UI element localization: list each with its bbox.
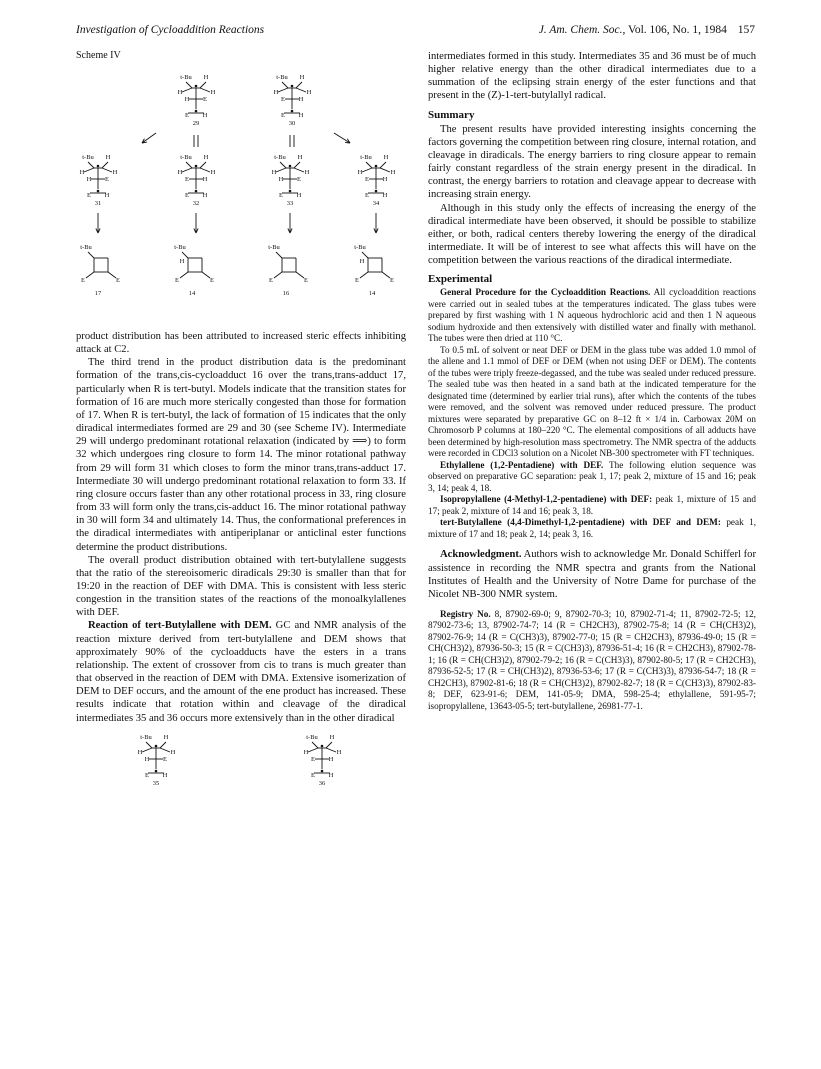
bond-line <box>186 162 192 168</box>
bond-line <box>282 82 288 88</box>
bond-line <box>86 272 94 278</box>
tbu-label: t-Bu <box>80 244 92 251</box>
registry-numbers <box>428 609 756 713</box>
e-label: E <box>175 277 179 284</box>
acknowledgment-title: Acknowledgment. <box>440 549 522 561</box>
e-label: E <box>185 192 189 199</box>
substituent-label: E <box>163 755 167 763</box>
substituent-label: E <box>203 96 207 103</box>
e-label: E <box>281 112 285 119</box>
h-label: H <box>210 89 216 96</box>
substituent-label: H <box>328 755 334 763</box>
bond-line <box>380 168 390 172</box>
h-label: H <box>359 258 365 265</box>
bond-line <box>276 168 286 172</box>
diradicals-35-36-figure <box>76 731 406 823</box>
radical-dot <box>97 190 100 193</box>
h-label: H <box>271 169 277 176</box>
compound-number: 31 <box>94 200 102 207</box>
bond-line <box>84 168 94 172</box>
bond-line <box>180 272 188 278</box>
paragraph-4 <box>76 619 406 724</box>
compound-number: 29 <box>192 120 200 127</box>
substituent-label: E <box>365 176 369 183</box>
bond-line <box>160 742 166 748</box>
isopropylallene-paragraph <box>428 494 756 517</box>
bond-line <box>142 748 152 752</box>
e-label: E <box>116 277 120 284</box>
bond-line <box>88 162 94 168</box>
h-label: H <box>382 192 388 199</box>
general-procedure-title: General Procedure for the Cycloaddition Reactions. <box>440 287 651 298</box>
bond-line <box>102 162 108 168</box>
bond-line <box>200 168 210 172</box>
h-label: H <box>303 748 309 756</box>
bond-line <box>296 82 302 88</box>
bond-line <box>276 252 282 258</box>
acknowledgment-text: Authors wish to acknowledge Mr. Donald Schifferl for assistence in recording the NMR spectra and grants from the National Institutes of Health and the University of Notre Dame for purchase of the Nicolet NB-300 NMR system. <box>428 549 756 600</box>
bond-line <box>326 748 336 752</box>
h-label: H <box>163 733 169 741</box>
h-label: H <box>137 748 143 756</box>
e-label: E <box>390 277 394 284</box>
scheme-iv-figure <box>76 63 406 321</box>
h-label: H <box>202 112 208 119</box>
h-label: H <box>162 771 168 779</box>
substituent-label: H <box>382 176 388 183</box>
substituent-label: H <box>86 176 92 183</box>
tbu-label: t-Bu <box>360 154 372 161</box>
summary-paragraph-2: Although in this study only the effects of increasing the energy of the diradical intermediate have been observed, it should be possible to stabilize either, or both, radical centers thereby lowering the energy of the diradical intermediate. It will be of interest to see what affects this will have on the competition between the various reactions of the diradical intermediate. <box>428 202 756 267</box>
bond-line <box>146 742 152 748</box>
compound-number: 14 <box>368 290 376 297</box>
e-label: E <box>81 277 85 284</box>
substituent-label: H <box>202 176 208 183</box>
compound-number: 33 <box>286 200 294 207</box>
bond-line <box>280 162 286 168</box>
bond-line <box>108 272 116 278</box>
reaction-arrow <box>334 133 350 143</box>
substituent-label: E <box>297 176 301 183</box>
radical-dot <box>291 85 294 88</box>
h-label: H <box>202 192 208 199</box>
h-label: H <box>112 169 118 176</box>
tbu-label: t-Bu <box>276 74 288 81</box>
tbu-label: t-Bu <box>140 733 152 741</box>
left-column <box>76 50 406 828</box>
e-label: E <box>210 277 214 284</box>
h-label: H <box>203 154 209 161</box>
bond-line <box>296 88 306 92</box>
bond-line <box>296 272 304 278</box>
substituent-label: H <box>184 96 190 103</box>
substituent-label: E <box>281 96 285 103</box>
bond-line <box>160 748 170 752</box>
general-procedure-text: All cycloaddition reactions were carried out in sealed tubes at the temperatures indicated. The glass tubes were prepared by first washing with 1 N aqueous hydrochloric acid and then 1 N aqueous sodium hydroxide and then extensively with distilled water and finally with methanol. The tubes were then dried at 110 °C. <box>428 287 756 344</box>
bond-line <box>312 742 318 748</box>
compound-number: 30 <box>288 120 296 127</box>
bond-line <box>182 168 192 172</box>
paragraph-3: The overall product distribution obtained with tert-butylallene suggests that the ratio of the stereoisomeric diradicals 29:30 is smaller than that for 19:20 in the reaction of DEF with DMA. This is consistent with less steric congestion in the transition states of the reactions of the monoalkylallenes with DEF. <box>76 554 406 619</box>
h-label: H <box>203 74 209 81</box>
radical-dot <box>97 165 100 168</box>
acknowledgment <box>428 548 756 601</box>
radical-dot <box>321 744 324 747</box>
radical-dot <box>195 110 198 113</box>
h-label: H <box>177 169 183 176</box>
substituent-label: E <box>185 176 189 183</box>
ethylallene-text: The following elution sequence was observed on preparative GC separation: peak 1, 17; peak 2, mixture of 15 and 16; peak 3, 14; peak 4, 18. <box>428 459 756 493</box>
h-label: H <box>297 154 303 161</box>
procedure-paragraph-2: To 0.5 mL of solvent or neat DEF or DEM in the glass tube was added 1.0 mmol of the allene and 1.1 mmol of DEF or DEM (when not using DEF or DEM). The contents of the tubes were triply freeze-degassed, and the tube was sealed under reduced pressure. The sealed tube was then heated in a sand bath at the indicated temperature for the designated time (determined by earlier trial runs), after which the contents of the tubes were removed, and the solvent was removed under reduced pressure. The product mixtures were separated by preparative GC on 8–12 ft × 1/4 in. Carbowax 20M on Chromosorb P columns at 180–220 °C. The elemental compositions of all adducts have been determined by high-resolution mass spectrometry. The NMR spectra of the adducts were recorded in CDCl3 solution on a Nicolet NB-300 spectrometer with FT techniques. <box>428 344 756 459</box>
radical-dot <box>375 190 378 193</box>
tbu-label: t-Bu <box>274 154 286 161</box>
h-label: H <box>390 169 396 176</box>
e-label: E <box>145 771 149 779</box>
h-label: H <box>328 771 334 779</box>
compound-number: 32 <box>192 200 200 207</box>
bond-line <box>294 168 304 172</box>
h-label: H <box>357 169 363 176</box>
e-label: E <box>311 771 315 779</box>
summary-heading: Summary <box>428 108 475 121</box>
bond-line <box>382 272 390 278</box>
bond-line <box>274 272 282 278</box>
h-label: H <box>383 154 389 161</box>
h-label: H <box>329 733 335 741</box>
bond-line <box>186 82 192 88</box>
summary-paragraph-1: The present results have provided interesting insights concerning the factors governing the competition between ring closure, internal rotation, and cleavage in diradicals. The energy barriers to ring closure appear to remain fairly constant regardless of the strain energy present in the diradical. In contrast, the energy barriers to rotation and cleavage appear to decrease with increasing strain energy. <box>428 123 757 201</box>
running-title: Investigation of Cycloaddition Reactions <box>76 24 265 36</box>
isopropylallene-title: Isopropylallene (4-Methyl-1,2-pentadiene) with DEF: <box>440 494 653 505</box>
substituent-label: H <box>144 755 150 763</box>
experimental-heading: Experimental <box>428 273 493 286</box>
h-label: H <box>299 74 305 81</box>
tbu-label: t-Bu <box>82 154 94 161</box>
ethylallene-title: Ethylallene (1,2-Pentadiene) with DEF. <box>440 459 604 470</box>
right-column <box>428 50 756 712</box>
bond-line <box>360 272 368 278</box>
bond-line <box>202 272 210 278</box>
h-label: H <box>273 89 279 96</box>
paragraph-2: The third trend in the product distribution data is the predominant formation of the trans,cis-cycloadduct 16 over the trans,trans-adduct 17, particularly when R is tert-butyl. Models indicate that the transition states for formation of 16 are much more sterically congested than those for formation of 17. When R is tert-butyl, the lack of formation of 15 indicates that the only diradical intermediates formed are 29 and 30 (see Scheme IV). Intermediate 29 will undergo predominant rotational relaxation (indicated by ⟹) to form 32 which undergoes ring closure to form 14. The minor rotational pathway from 29 will form 31 which closes to form the minor trans,trans-adduct 17. Intermediate 30 will undergo predominant rotational relaxation to form 33. If ring closure occurs faster than any other rotational process in 33, ring closure from 33 will form only the trans,cis-adduct 16. The minor rotational pathway in 30 will form 34 and ultimately 14. Thus, the conformational preferences in the diradical intermediates with antiperiplanar or anticlinal ester functions determine the product distributions. <box>76 357 406 553</box>
h-label: H <box>170 748 176 756</box>
radical-dot <box>291 110 294 113</box>
tbu-dem-heading: Reaction of tert-Butylallene with DEM. <box>88 620 272 632</box>
page-number: 157 <box>737 24 755 36</box>
bond-line <box>308 748 318 752</box>
journal-name: J. Am. Chem. Soc. <box>538 24 623 36</box>
bond-line <box>102 168 112 172</box>
compound-number: 36 <box>318 779 326 787</box>
isopropylallene-text: peak 1, mixture of 15 and 17; peak 2, mixture of 14 and 16; peak 3, 18. <box>428 494 756 516</box>
bond-line <box>294 162 300 168</box>
tbu-label: t-Bu <box>180 74 192 81</box>
compound-number: 35 <box>152 779 160 787</box>
tbutylallene-text: peak 1, mixture of 17 and 18; peak 2, 14; peak 3, 16. <box>428 517 756 539</box>
e-label: E <box>185 112 189 119</box>
paragraph-1: product distribution has been attributed to increased steric effects inhibiting attack at C2. <box>76 331 406 356</box>
e-label: E <box>355 277 359 284</box>
bond-line <box>88 252 94 258</box>
bond-line <box>380 162 386 168</box>
compound-number: 14 <box>188 290 196 297</box>
tbutylallene-title: tert-Butylallene (4,4-Dimethyl-1,2-pentadiene) with DEF and DEM: <box>440 517 721 528</box>
e-label: E <box>279 192 283 199</box>
h-label: H <box>79 169 85 176</box>
compound-number: 16 <box>282 290 290 297</box>
tbu-label: t-Bu <box>306 733 318 741</box>
compound-number: 17 <box>94 290 102 297</box>
h-label: H <box>336 748 342 756</box>
radical-dot <box>289 190 292 193</box>
bond-line <box>200 82 206 88</box>
reaction-arrow <box>142 133 156 143</box>
scheme-label: Scheme IV <box>76 50 121 61</box>
registry-text: 8, 87902-69-0; 9, 87902-70-3; 10, 87902-71-4; 11, 87902-72-5; 12, 87902-73-6; 13, 87902-74-7; 14 (R = CH2CH3), 87902-75-8; 14 (R = CH(CH3)2), 87902-76-9; 14 (R = C(CH3)3), 87902-77-0; 15 (R = CH2CH3), 87936-49-0; 15 (R = CH(CH3)2), 87936-50-3; 15 (R = C(CH3)3), 87936-51-4; 16 (R = CH2CH3), 87902-78-1; 16 (R = CH(CH3)2), 87902-79-2; 16 (R = C(CH3)3), 87902-80-5; 17 (R = CH2CH3), 87936-52-5; 17 (R = CH(CH3)2), 87936-53-6; 17 (R = C(CH3)3), 87936-54-7; 18 (R = CH2CH3), 87902-81-6; 18 (R = CH(CH3)2), 87902-82-7; 18 (R = C(CH3)3), 87902-83-8; DEF, 623-91-6; DEM, 141-05-9; DMA, 598-25-4; ethylallene, 591-95-7; isopropylallene, 13643-05-5; tert-butylallene, 26981-77-1. <box>428 608 756 711</box>
journal-volume: , Vol. 106, No. 1, 1984 <box>622 24 727 36</box>
radical-dot <box>375 165 378 168</box>
paragraph-continued: intermediates formed in this study. Intermediates 35 and 36 must be of much higher relative energy than the other diradical intermediates due to a summation of the eclipsing strain energy of the ester functions and that present in the (Z)-1-tert-butylallyl radical. <box>428 51 756 102</box>
radical-dot <box>195 190 198 193</box>
e-label: E <box>304 277 308 284</box>
radical-dot <box>289 165 292 168</box>
bond-line <box>366 162 372 168</box>
radical-dot <box>195 85 198 88</box>
tbu-dem-text: GC and NMR analysis of the reaction mixture derived from tert-butylallene and DEM shows that approximately 90% of the cycloadducts have the esters in a trans relationship. The extent of crossover from cis to trans is much greater than that observed in the reaction of DEM with DMA. Extensive isomerization of DEM to DEF occurs, and the amount of the ene product has increased. These results indicate that rotation within and cleavage of the diradical intermediates 35 and 36 occurs more extensively than in the other diradical <box>76 620 406 724</box>
ethylallene-paragraph <box>428 460 756 495</box>
h-label: H <box>298 112 304 119</box>
h-label: H <box>304 169 310 176</box>
radical-dot <box>195 165 198 168</box>
h-label: H <box>177 89 183 96</box>
e-label: E <box>87 192 91 199</box>
substituent-label: E <box>311 755 315 763</box>
h-label: H <box>306 89 312 96</box>
registry-title: Registry No. <box>440 608 491 619</box>
tbu-label: t-Bu <box>180 154 192 161</box>
journal-citation <box>539 24 755 36</box>
radical-dot <box>155 744 158 747</box>
substituent-label: H <box>278 176 284 183</box>
bond-line <box>362 168 372 172</box>
bond-line <box>182 88 192 92</box>
general-procedure <box>428 287 756 345</box>
substituent-label: E <box>105 176 109 183</box>
radical-dot <box>321 769 324 772</box>
h-label: H <box>296 192 302 199</box>
bond-line <box>326 742 332 748</box>
e-label: E <box>365 192 369 199</box>
tbu-label: t-Bu <box>354 244 366 251</box>
e-label: E <box>269 277 273 284</box>
bond-line <box>200 162 206 168</box>
tbu-label: t-Bu <box>268 244 280 251</box>
tbutylallene-paragraph <box>428 517 756 540</box>
tbu-label: t-Bu <box>174 244 186 251</box>
radical-dot <box>155 769 158 772</box>
compound-number: 34 <box>372 200 380 207</box>
bond-line <box>200 88 210 92</box>
h-label: H <box>210 169 216 176</box>
h-label: H <box>104 192 110 199</box>
h-label: H <box>179 258 185 265</box>
bond-line <box>278 88 288 92</box>
substituent-label: H <box>298 96 304 103</box>
h-label: H <box>105 154 111 161</box>
